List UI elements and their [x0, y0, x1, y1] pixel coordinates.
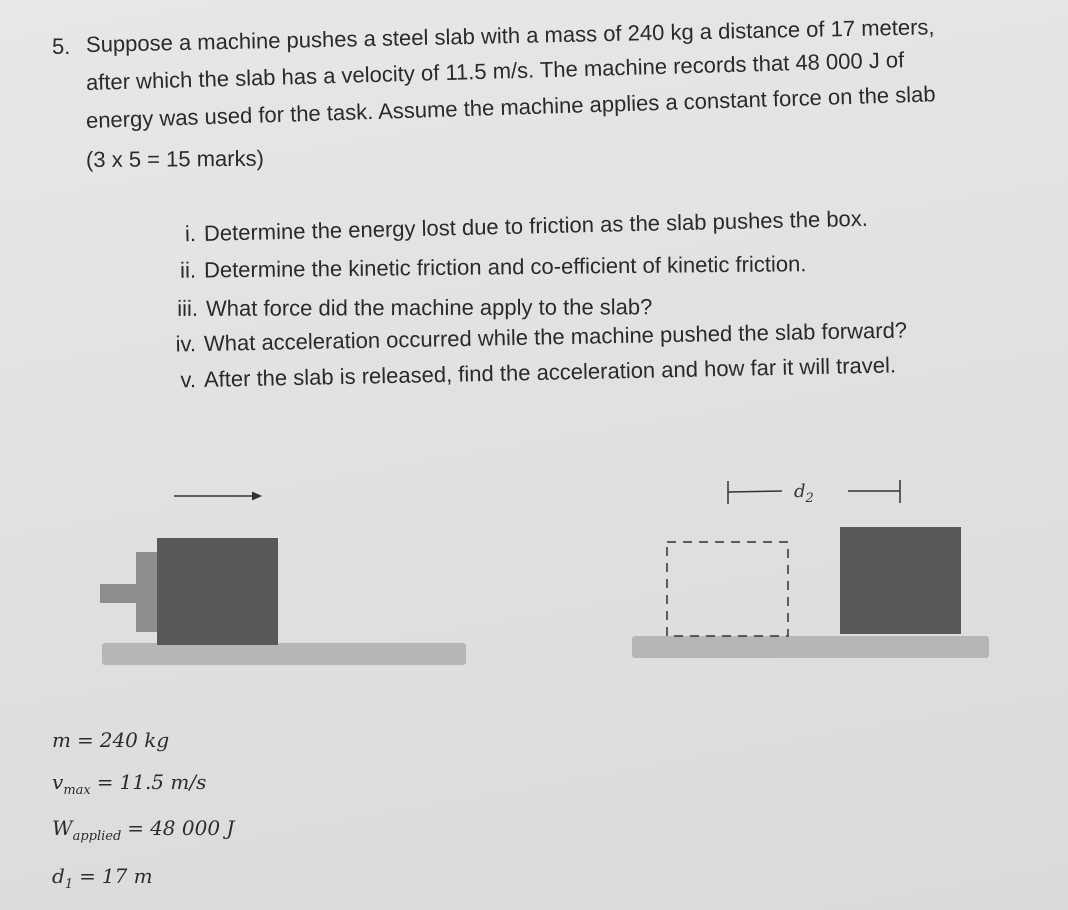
- sub-question-text: Determine the kinetic friction and co-efficient of kinetic friction.: [203, 251, 807, 283]
- question-line-3: energy was used for the task. Assume the machine applies a constant force on the slab: [85, 81, 936, 133]
- sub-question-text: Determine the energy lost due to friction as the slab pushes the box.: [203, 205, 869, 246]
- sub-question-text: After the slab is released, find the acceleration and how far it will travel.: [203, 352, 897, 392]
- question-marks: (3 x 5 = 15 marks): [85, 145, 264, 172]
- given-distance: $d_1 = 17$ m: [52, 864, 153, 892]
- question-line-1: Suppose a machine pushes a steel slab with a mass of 240 kg a distance of 17 meters,: [85, 14, 935, 57]
- sub-question-number: v.: [180, 367, 197, 393]
- sub-question-number: ii.: [179, 257, 197, 283]
- distance-marker: [728, 480, 900, 506]
- distance-label: $d_2$: [794, 481, 814, 506]
- right-ground: [632, 636, 989, 658]
- sub-question-number: i.: [184, 221, 197, 247]
- steel-slab-block-final: [840, 527, 961, 634]
- given-mass: m = 240 kg: [52, 728, 170, 752]
- question-number: 5.: [52, 34, 71, 59]
- push-direction-arrow-icon: [174, 492, 262, 501]
- sub-question-text: What acceleration occurred while the machine pushed the slab forward?: [203, 317, 908, 356]
- steel-slab-block: [157, 538, 278, 645]
- question-line-2: after which the slab has a velocity of 11.5 m/s. The machine records that 48 000 J of: [85, 47, 905, 95]
- given-velocity: $v_{max} = 11.5$ m/s: [52, 770, 207, 798]
- left-ground: [102, 643, 466, 665]
- sub-question-number: iii.: [177, 295, 199, 321]
- given-work: $W_{applied} = 48$ 000 J: [52, 816, 235, 844]
- initial-position-outline: [667, 542, 788, 636]
- sub-question-number: iv.: [175, 331, 197, 357]
- machine-pusher-arm: [100, 584, 138, 603]
- machine-pusher-plate: [136, 552, 157, 632]
- sub-question-text: What force did the machine apply to the slab?: [205, 294, 653, 321]
